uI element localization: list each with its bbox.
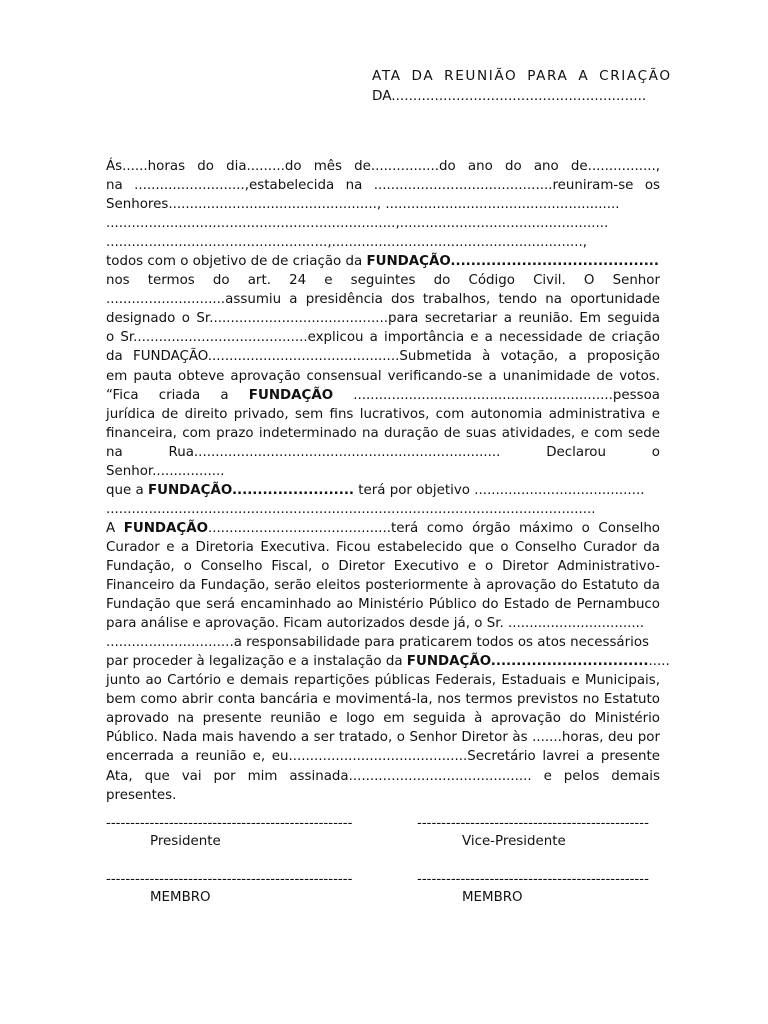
text-run: designado o Sr..........................................para secretariar a reunião. Em seguida (106, 311, 660, 327)
text-run: na ..........................,estabelecida na ..........................................reuniram-se os (106, 178, 660, 194)
text-run: ............................assumiu a presidência dos trabalhos, tendo na oportunidade (106, 292, 660, 308)
text-run: A (106, 520, 124, 536)
body-line (106, 519, 660, 538)
text-run: ................................................................................................................... (106, 501, 596, 517)
body-line (106, 690, 660, 709)
body-line (106, 367, 660, 386)
body-line (106, 576, 660, 595)
title-line-1: ATA DA REUNIÃO PARA A CRIAÇÃO (372, 68, 672, 84)
body-line (106, 424, 660, 443)
body-line (106, 786, 660, 805)
bold-term: FUNDAÇÃO......................................... (366, 254, 659, 270)
text-run: ..... (648, 654, 670, 670)
signature-line-vice-presidente: ------------------------------------------------ (417, 816, 649, 831)
body-line (106, 652, 670, 671)
body-line (106, 614, 660, 633)
bold-term: FUNDAÇÃO........................ (147, 482, 355, 498)
text-run: o Sr.........................................explicou a importância e a necessidade de criação (106, 330, 660, 346)
text-run: Ata, que vai por mim assinada........................................... e pelos demais (106, 768, 660, 784)
body-line (106, 728, 660, 747)
text-run: Público. Nada mais havendo a ser tratado, o Senhor Diretor às .......horas, deu por (106, 730, 660, 746)
text-run: ..............................a responsabilidade para praticarem todos os atos necessários (106, 635, 650, 651)
text-run: para análise e aprovação. Ficam autorizados desde já, o Sr. ................................ (106, 616, 645, 632)
body-line (106, 386, 660, 405)
text-run: “Fica criada a (106, 387, 249, 403)
text-run: Senhores................................................., ....................................................... (106, 197, 620, 213)
text-run: todos com o objetivo de de criação da (106, 254, 367, 270)
text-run: par proceder à legalização e a instalação da (106, 654, 407, 670)
signature-label-vice-presidente: Vice-Presidente (462, 834, 566, 849)
body-line (106, 290, 660, 309)
signature-label-membro-left: MEMBRO (150, 890, 211, 905)
title-line-2: DA........................................................... (372, 88, 647, 104)
bold-term: FUNDAÇÃO (248, 387, 334, 403)
body-line (106, 767, 660, 786)
signature-label-membro-right: MEMBRO (462, 890, 523, 905)
body-line (106, 214, 660, 233)
text-run: na Rua........................................................................ Declarou o (106, 444, 660, 460)
document-title (372, 66, 672, 106)
text-run: Fundação que será encaminhado ao Ministério Público do Estado de Pernambuco (106, 597, 660, 613)
text-run: bem como abrir conta bancária e movimentá-la, nos termos previstos no Estatuto (106, 692, 660, 708)
body-line (106, 462, 660, 481)
body-line (106, 252, 660, 271)
body-line (106, 328, 660, 347)
text-run: encerrada a reunião e, eu..........................................Secretário lavrei a presente (106, 749, 660, 765)
body-line (106, 671, 660, 690)
text-run: jurídica de direito privado, sem fins lucrativos, com autonomia administrativa e (106, 406, 660, 422)
text-run: ...........................................terá como órgão máximo o Conselho (207, 520, 660, 536)
body-line (106, 233, 660, 252)
text-run: .............................................................pessoa (333, 387, 660, 403)
signature-line-membro-left: --------------------------------------------------- (106, 872, 353, 887)
text-run: da FUNDAÇÃO.............................................Submetida à votação, a proposição (106, 349, 660, 365)
body-line (106, 557, 660, 576)
body-line (106, 747, 660, 766)
text-run: Curador e a Diretoria Executiva. Ficou estabelecido que o Conselho Curador da (106, 539, 660, 555)
bold-term: FUNDAÇÃO............................... (406, 654, 649, 670)
minutes-body (106, 157, 670, 805)
text-run: nos termos do art. 24 e seguintes do Código Civil. O Senhor (106, 273, 660, 289)
text-run: ....................................................................,................................................. (106, 216, 609, 232)
body-line (106, 271, 660, 290)
body-line (106, 347, 660, 366)
body-line (106, 500, 660, 519)
text-run: ....................................................,..........................................................., (106, 235, 587, 251)
signature-line-presidente: --------------------------------------------------- (106, 816, 353, 831)
text-run: junto ao Cartório e demais repartições públicas Federais, Estaduais e Municipais, (106, 673, 660, 689)
text-run: financeira, com prazo indeterminado na duração de suas atividades, e com sede (106, 425, 660, 441)
body-line (106, 443, 660, 462)
bold-term: FUNDAÇÃO (123, 520, 208, 536)
body-line (106, 195, 660, 214)
text-run: Ás......horas do dia.........do mês de................do ano do ano de................, (106, 159, 660, 174)
text-run: Financeiro da Fundação, serão eleitos posteriormente à aprovação do Estatuto da (106, 578, 660, 594)
text-run: Fundação, o Conselho Fiscal, o Diretor Executivo e o Diretor Administrativo- (106, 558, 660, 574)
body-line (106, 709, 660, 728)
text-run: em pauta obteve aprovação consensual verificando-se a unanimidade de votos. (106, 368, 660, 384)
body-line (106, 633, 660, 652)
body-line (106, 176, 660, 195)
body-line (106, 595, 660, 614)
signature-label-presidente: Presidente (150, 834, 221, 849)
text-run: Senhor................. (106, 463, 225, 479)
body-line (106, 309, 660, 328)
text-run: que a (106, 482, 148, 498)
text-run: aprovado na presente reunião e logo em seguida à aprovação do Ministério (106, 711, 660, 727)
body-line (106, 157, 660, 176)
body-line (106, 405, 660, 424)
body-line (106, 481, 660, 500)
text-run: presentes. (106, 787, 177, 803)
signature-line-membro-right: ------------------------------------------------ (417, 872, 649, 887)
body-line (106, 538, 660, 557)
text-run: terá por objetivo ........................................ (354, 482, 645, 498)
